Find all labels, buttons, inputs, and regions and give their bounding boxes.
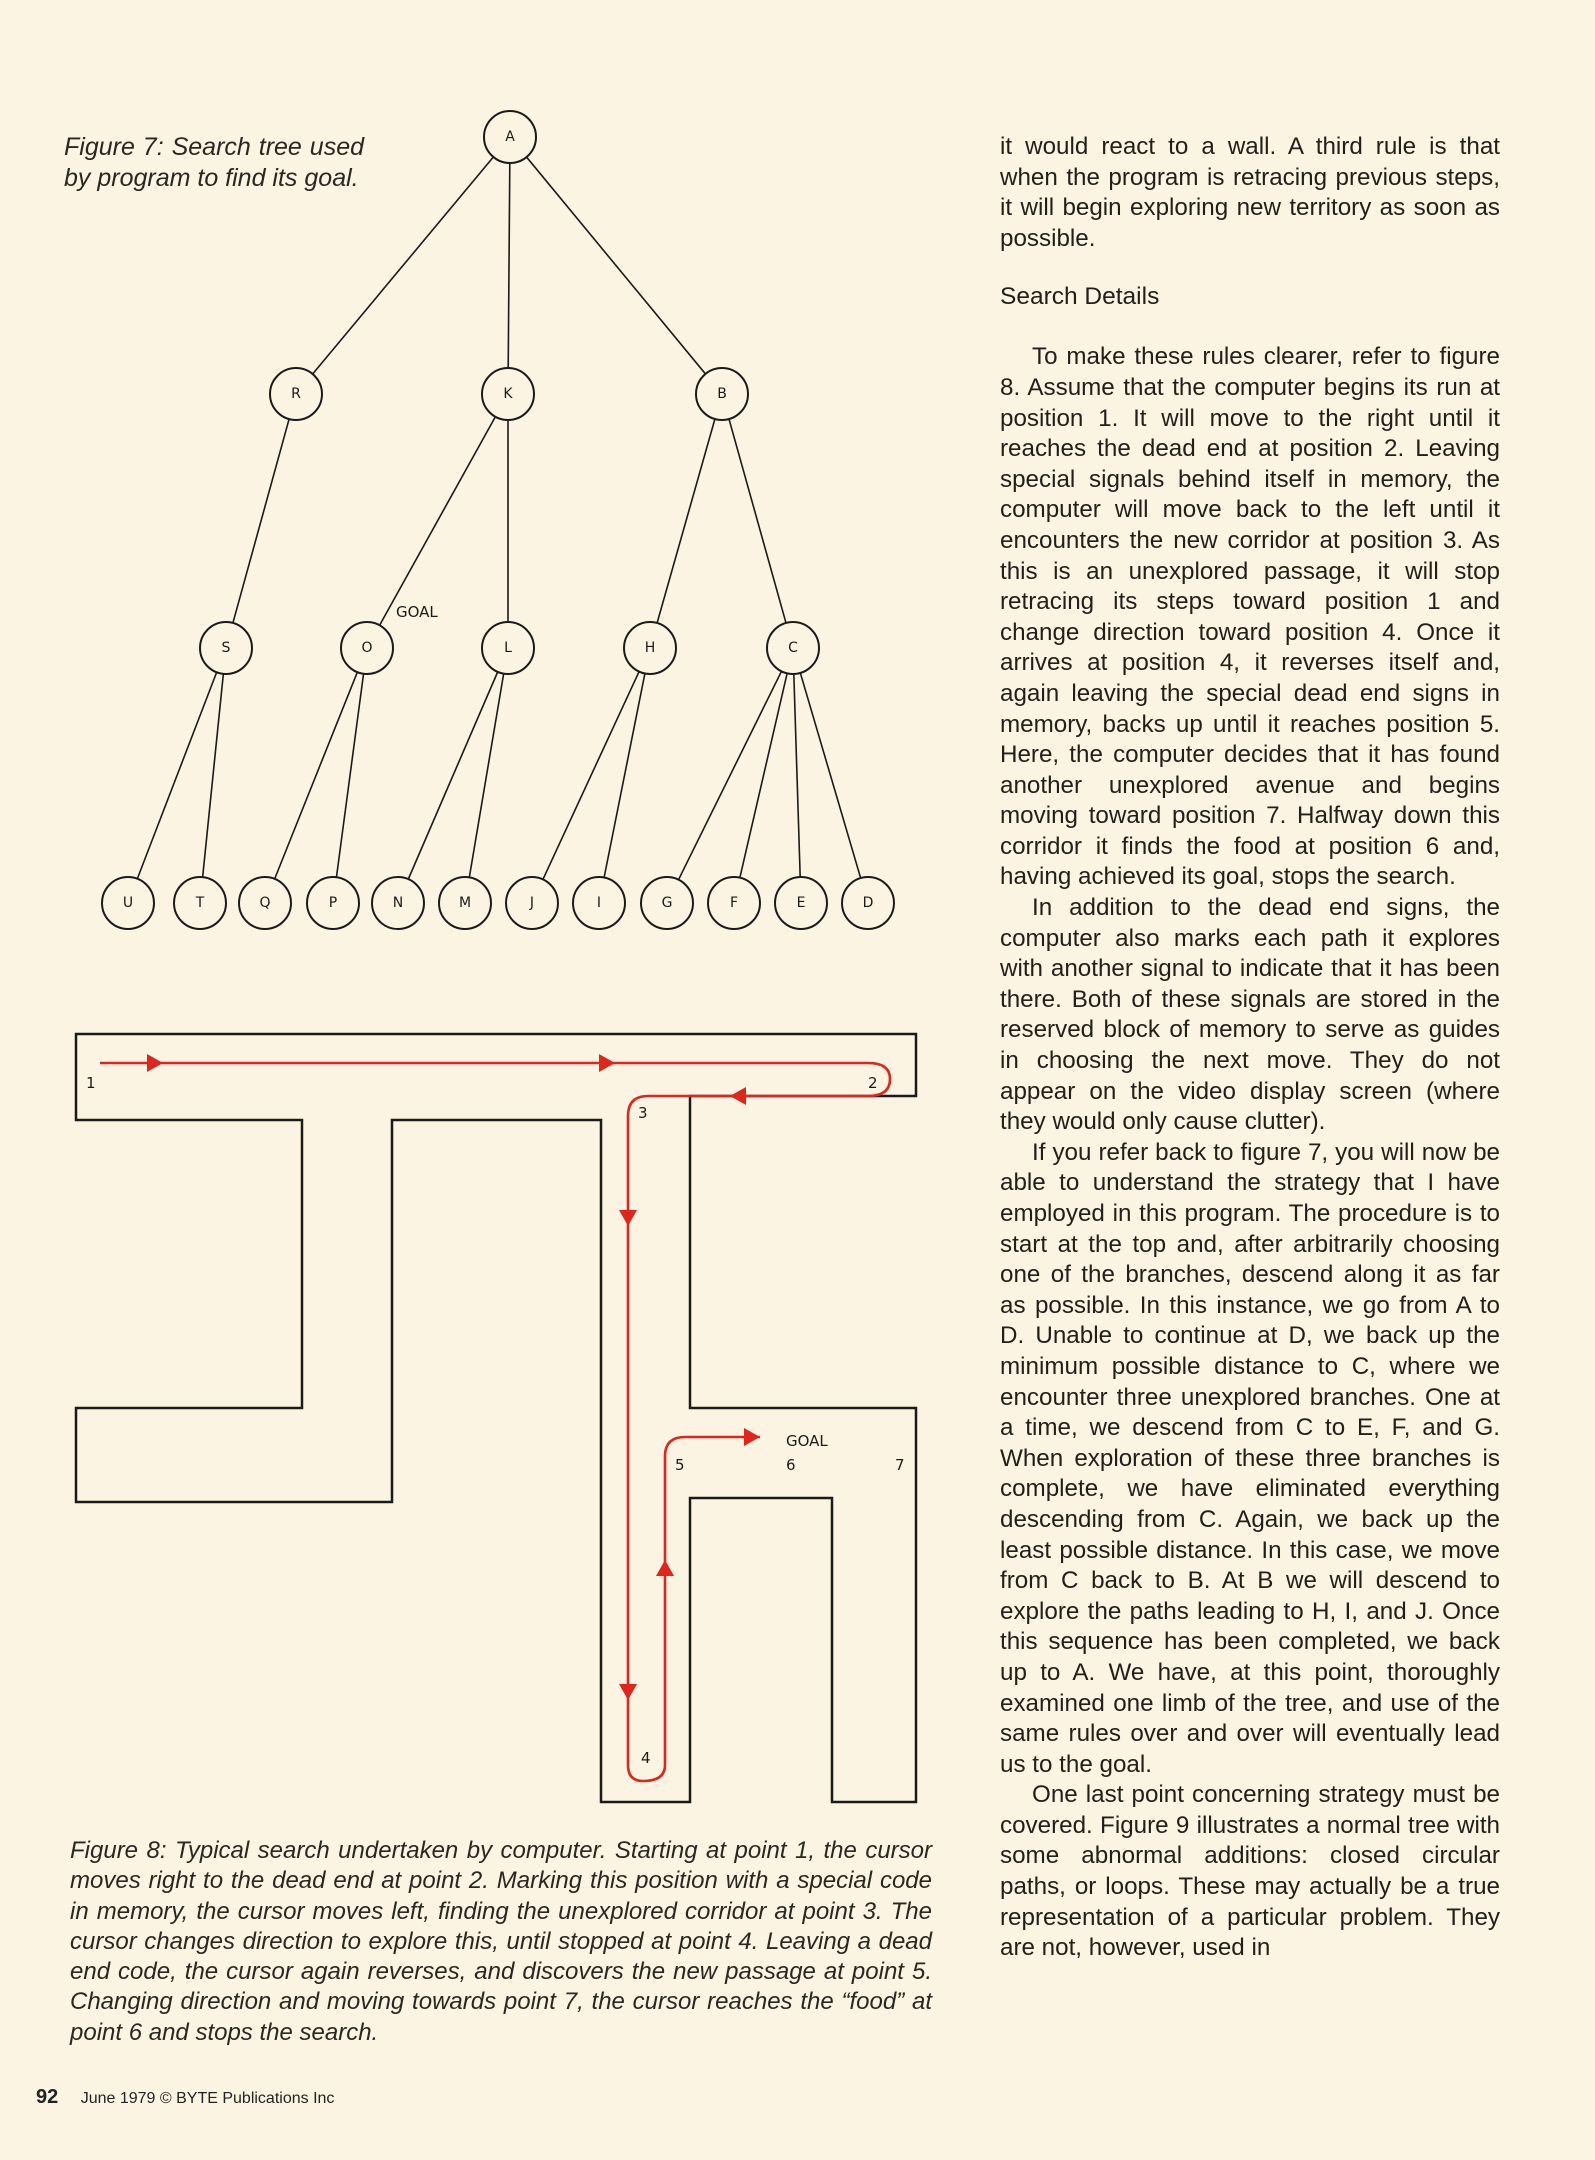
path-arrowhead-2 bbox=[599, 1054, 615, 1072]
issue-info: June 1979 © BYTE Publications Inc bbox=[80, 2090, 335, 2107]
section-heading: Search Details bbox=[1000, 283, 1160, 311]
point-5-label: 5 bbox=[675, 1456, 685, 1474]
point-4-label: 4 bbox=[641, 1749, 651, 1767]
search-path-line bbox=[100, 1063, 890, 1781]
path-arrowhead-6 bbox=[656, 1560, 674, 1576]
article-paragraph-2: In addition to the dead end signs, the computer also marks each path it explores with another signal to indicate that it has been there. Both of these signals are stored in the reserved block of memory to serve as guides in choosing the next move. They do not appear on the video display screen (where they would only cause clutter). bbox=[1000, 894, 1500, 1136]
path-arrows bbox=[147, 1054, 760, 1700]
maze-walls bbox=[76, 1034, 916, 1802]
tree-node-label: S bbox=[221, 640, 231, 656]
article-paragraph-1: To make these rules clearer, refer to figure 8. Assume that the computer begins its run at position 1. It will move to the right until it reaches the dead end at position 2. Leaving special signals behind itself in memory, the computer will move back to the left until it encounters the new corridor at position 3. As this is an unexplored passage, it will stop retracing its steps toward position 1 and change direction toward position 4. Once it arrives at position 4, it reverses itself and, again leaving the special dead end signs in memory, backs up until it reaches position 5. Here, the computer decides that it has found another unexplored avenue and begins moving toward position 7. Halfway down this corridor it finds the food at position 6 and, having achieved its goal, stops the search. bbox=[1000, 343, 1500, 891]
tree-node-label: C bbox=[788, 640, 798, 656]
tree-node-label: K bbox=[503, 386, 513, 402]
point-3-label: 3 bbox=[638, 1104, 648, 1122]
article-paragraph-4: One last point concerning strategy must be covered. Figure 9 illustrates a normal tree with some abnormal additions: closed circular paths, or loops. These may actually be a true representation of a particular problem. They are not, however, used in bbox=[1000, 1781, 1500, 1962]
tree-node-label: Q bbox=[259, 895, 271, 911]
tree-node-label: T bbox=[195, 895, 205, 911]
path-arrowhead-1 bbox=[147, 1054, 163, 1072]
figure-7-caption: Figure 7: Search tree used by program to find its goal. bbox=[64, 133, 364, 192]
tree-node-label: H bbox=[644, 640, 656, 656]
tree-node-label: B bbox=[717, 386, 727, 402]
tree-node-label: N bbox=[392, 895, 404, 911]
article-paragraph-3: If you refer back to figure 7, you will now be able to understand the strategy that I have employed in this program. The procedure is to start at the top and, after arbitrarily choosing one of the branches, descend along it as far as possible. In this instance, we go from A to D. Unable to continue at D, we back up the minimum possible distance to C, where we encounter three unexplored branches. One at a time, we descend from C to E, F, and G. When exploration of these three branches is complete, we have eliminated everything descending from C. Again, we back up the least possible distance. In this case, we move from C back to B. At B we will descend to explore the paths leading to H, I, and J. Once this sequence has been completed, we back up to A. We have, at this point, thoroughly examined one limb of the tree, and use of the same rules over and over will eventually lead us to the goal. bbox=[1000, 1138, 1500, 1778]
tree-node-label: G bbox=[661, 895, 673, 911]
path-arrowhead-4 bbox=[619, 1210, 637, 1226]
path-arrowhead-5 bbox=[619, 1684, 637, 1700]
page-number: 92 bbox=[36, 2086, 59, 2108]
tree-node-label: M bbox=[458, 895, 472, 911]
page-footer bbox=[36, 2086, 334, 2109]
point-6-label: 6 bbox=[786, 1456, 796, 1474]
point-1-label: 1 bbox=[86, 1074, 96, 1092]
tree-node-label: D bbox=[862, 895, 874, 911]
tree-node-label: P bbox=[328, 895, 338, 911]
tree-node-label: A bbox=[505, 129, 515, 145]
tree-node-label: J bbox=[529, 895, 535, 911]
tree-goal-label: GOAL bbox=[396, 603, 438, 621]
tree-node-label: E bbox=[796, 895, 806, 911]
search-path bbox=[100, 1054, 890, 1781]
tree-node-label: I bbox=[596, 895, 602, 911]
article-intro-paragraph: it would react to a wall. A third rule is that when the program is retracing previous steps, it will begin exploring new territory as soon as possible. bbox=[1000, 133, 1500, 252]
path-arrowhead-7 bbox=[744, 1428, 760, 1446]
point-2-label: 2 bbox=[868, 1074, 878, 1092]
tree-node-label: U bbox=[122, 895, 134, 911]
article-column bbox=[1000, 132, 1500, 1964]
tree-node-label: O bbox=[361, 640, 373, 656]
tree-node-label: L bbox=[504, 640, 512, 656]
tree-node-label: F bbox=[729, 895, 739, 911]
figure-8-caption: Figure 8: Typical search undertaken by computer. Starting at point 1, the cursor moves right to the dead end at point 2. Marking this position with a special code in memory, the cursor moves left, finding the unexplored corridor at point 3. The cursor changes direction to explore this, until stopped at point 4. Leaving a dead end code, the cursor again reverses, and discovers the new passage at point 5. Changing direction and moving towards point 7, the cursor reaches the “food” at point 6 and stops the search. bbox=[70, 1837, 932, 2046]
point-7-label: 7 bbox=[895, 1456, 905, 1474]
path-arrowhead-3 bbox=[730, 1087, 746, 1105]
maze-goal-label: GOAL bbox=[786, 1432, 828, 1450]
tree-node-label: R bbox=[291, 386, 301, 402]
